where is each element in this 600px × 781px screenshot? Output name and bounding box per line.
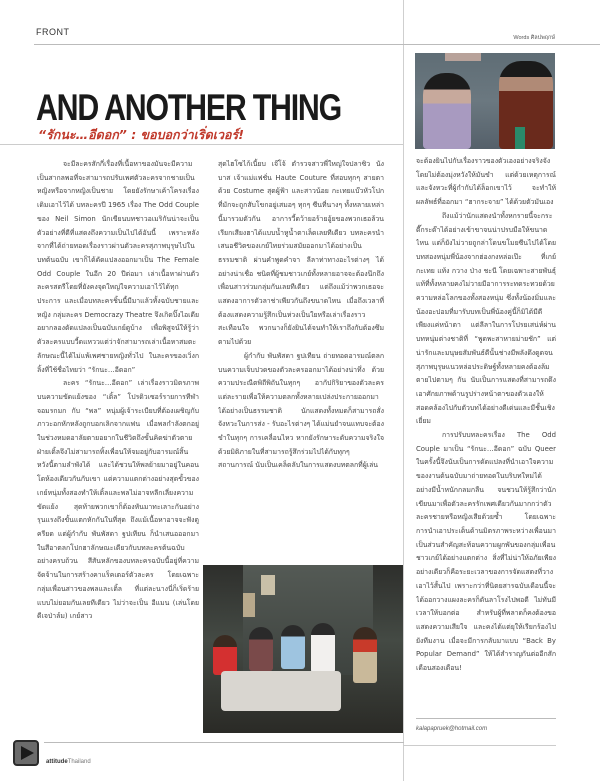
title-rule	[0, 144, 403, 145]
play-button[interactable]	[13, 740, 39, 766]
photo-shelf	[445, 53, 481, 61]
photo-person	[311, 623, 335, 673]
photo-person	[281, 625, 305, 669]
photo-person	[353, 627, 377, 683]
bottom-photo	[203, 565, 403, 733]
brand-light: Thailand	[67, 759, 91, 765]
photo-table	[221, 671, 341, 711]
brand-bold: attitude	[46, 759, 68, 765]
author-email[interactable]: kalapapruek@hotmail.com	[416, 726, 488, 732]
paragraph: การปรับบทละครเรื่อง The Odd Couple มาเป็น “รักนะ…อีดอก” ฉบับ Queer ในครั้งนี้จึงนับเป็นการดัดแปลงที่นำเอาใจความของงานต้นฉบับมาถ่ายทอดในบริบทใหม่ได้อย่างมีน้ำหนักกลมกลืน จนชวนให้รู้สึกว่านักเขียนมาเพื่อตัวละครรักเพศเดียวกันมากกว่าตัวละครชายหรือหญิงเสียด้วยซ้ำ โดยเฉพาะการนำเอาประเด็นด้านมิตรภาพระหว่างเพื่อนมาเป็นส่วนสำคัญสะท้อนความผูกพันของกลุ่มเพื่อนชาวเกย์ได้อย่างแตกต่าง สิ่งที่ไม่น่าให้อภัยเพียงอย่างเดียวก็คือระยะเวลาของการจัดแสดงที่วางเอาไว้สั้นไป เพราะกว่าที่นิตยสารฉบับเดือนนี้จะได้ออกวางแผงละครก็ดันลาโรงไปพอดี ไม่ทันมีเวลาให้บอกต่อ สำหรับผู้ที่พลาดก็คงต้องขอแสดงความเสียใจ และคงได้แต่ยุให้เรียกร้องไปยังทีมงาน เมื่อจะมีการกลับมาแบบ “Back By Popular Demand” ให้ได้สำราญกันต่ออีกสักเดือนสองเดือน!	[416, 431, 556, 673]
article-column-2	[218, 158, 384, 558]
paragraph: ถึงแม้ว่านักแสดงนำทั้งหกรายนี้จะกระดี๊กระด๊าได้อย่างเข้าขาจนน่าปรบมือให้ขนาดไหน แต่ก็ยังไม่วายถูกล่าโดนขโมยซีนไปได้โดยบทสองหนุ่มพี่น้องจากฮ่องกงหล่อเป๊ะ ที่เกย์ กะเทย แท้ง กวาง ป่าง ชะนี โดยเฉพาะสายพันธุ์แท้ที่ทั้งหลายคงไม่วายมีอาการระทดระทวยด้วยความหล่อโลกของทั้งสองหนุ่ม ซึ่งทั้งน้องมิ่มและน้องอะปอมที่มารับบทเป็นพี่น้องคู่นี้ก็มิได้มีดีเพียงแค่หน้าตา แต่ลีลาในการโปรยเสน่ห์ผ่านบทหนุ่มต่างชาติที่ “พูดพะสาหายม่ายชัก” แต่น่ารักและมนุษยสัมพันธ์ดีนั้นช่างมีพลังดึงดูดจนสุภาพบุรุษแนวหล่อประดิษฐ์ทั้งหลายคงต้องล้มตายไปตามๆ กัน นับเป็นการแสดงที่สามารถดึงเอาศักยภาพด้านรูปร่างหน้าตาของตัวเองให้สอดคล้องไปกับตัวบทได้อย่างดีเด่นและมีชั้นเชิงเยี่ยม	[416, 211, 556, 426]
header-rule	[34, 44, 600, 45]
paragraph: ผู้กำกับ พันพัสดา ฐปเทียน ถ่ายทอดอารมณ์ตลกบนความเจ็บปวดของตัวละครออกมาได้อย่างน่าทึ่ง ด้วยความประณีตพิถีพิถันในทุกๆ อากัปกิริยาของตัวละครแต่ละรายเพื่อให้ความตลกทั้งหลายเปล่งประกายออกมาได้อย่างเป็นธรรมชาติ นักแสดงทั้งหมดก็สามารถสั่งจังหวะในการส่ง - รับอะไรต่างๆ ได้แม่นยำจนแทบจะต้องขำในทุกๆ การเคลื่อนไหว หากยังรักษาระดับความจริงใจด้วยมิติภายในที่สามารถรู้สึกร่วมไปได้กับทุกๆ สถานการณ์ นับเป็นเคล็ดลับในการแสดงบทตลกที่ผู้เล่น	[218, 351, 384, 470]
photo-frame	[261, 575, 275, 595]
magazine-brand	[46, 759, 91, 765]
play-icon	[20, 746, 34, 760]
photo-person-left	[423, 73, 471, 149]
article-subtitle: “รักนะ…อีดอก” : ขอบอกว่าเริ่ดเวอร์!	[38, 127, 244, 142]
author-credit: Words ศิลปพฤกษ์	[513, 35, 555, 41]
paragraph: จะมีละครสักกี่เรื่องที่เนื้อหาของมันจะมีความเป็นสากลพอที่จะสามารถปรับเพศตัวละครจากชายเป็นหญิงหรือจากหญิงเป็นชาย โดยยังรักษาเค้าโครงเรื่องเดิมเอาไว้ได้ บทละครปี 1965 เรื่อง The Odd Couple ของ Neil Simon นักเขียนบทชาวอเมริกันน่าจะเป็นตัวอย่างที่ดีที่แสดงถึงความเป็นไปได้อันนี้ เพราะหลังจากที่ได้ถ่ายทอดเรื่องราวผ่านตัวละครสุภาพบุรุษไปในบทต้นฉบับ เขาก็ได้ดัดแปลงออกมาเป็น The Female Odd Couple ในอีก 20 ปีต่อมา เล่าเนื้อหาผ่านตัวละครสตรีโดยที่ยังคงจุดใหญ่ใจความเอาไว้ได้ทุกประการ และเมื่อบทละครชิ้นนี้มีมาแล้วทั้งฉบับชายและหญิง กลุ่มละคร Democrazy Theatre จึงเกิดปิ๊งไอเดียอยากลองดัดแปลงเป็นฉบับเกย์ดูบ้าง เพื่อพิสูจน์ให้รู้ว่าตัวละครแบบวี้ดแหววแต่ว่าจักสามารถเล่าเนื้อหาสมตะลักษณะนี้ได้ไม่แพ้เพศชายหญิงทั่วไป ในละครของเวิ่งกลิ้งที่ใช้ชื่อไทยว่า “รักนะ…อีดอก”	[37, 160, 199, 374]
photo-frame	[243, 593, 255, 617]
photo-person	[213, 635, 237, 675]
section-label: FRONT	[36, 27, 70, 37]
photo-bottle	[515, 127, 525, 149]
top-photo	[415, 53, 555, 149]
paragraph: จะต้องยินไปกับเรื่องราวของตัวเองอย่างจริงจังโดยไม่ต้องมุ่งหวังให้มันขำ แต่ด้วยเหตุการณ์และจังหวะที่ผู้กำกับได้ล็อกเขาไว้ จะทำให้ผลลัพธ์ที่ออกมา “ฮากระจาย” ได้ด้วยตัวมันเอง	[416, 157, 556, 207]
paragraph: ละคร “รักนะ…อีดอก” เล่าเรื่องราวมิตรภาพบนความขัดแย้งของ “เติ้ล” โปรดิวเซอร์รายการทีฬาจอมรกมก กับ “พล” หนุ่มผู้เจ้าระเบียบที่ต้องเผชิญกับภาวะอกหักหลังถูกบอกเลิกจากแฟน เมื่อพลกำลังตกอยู่ในช่วงหมดอาลัยตายอยากในชีวิตถึงขั้นคิดฆ่าตัวตาย ฝ่ายเติ้ลจึงไม่สามารถทิ้งเพื่อนให้จมอยู่กับอารมณ์สิ้นหวังนี้ตามลำพังได้ และได้ชวนให้พลย้ายมาอยู่ในคอนโดห้องเดียวกันกับเขา แต่ความแตกต่างอย่างสุดขั้วของเกย์หนุ่มทั้งสองทำให้เติ้ลและพลไม่อาจหลีกเลี่ยงความขัดแย้ง สุดท้ายพวกเขาก็ต้องหันมาทะเลาะกันอย่างรุนแรงถึงขั้นแตกหักกันในที่สุด ถึงแม้เนื้อหาอาจจะฟังดูครียด แต่ผู้กำกับ พันพัสดา ฐปเทียน ก็นำเสนอออกมาในสีอาตลกโปกฮาลักษณะเดียวกับบทละครต้นฉบับอย่างครบถ้วน สีสันหลักของบทละครฉบับนี้อยู่ที่ความจัดจ้านในการสร้างคาแร็คเตอร์ตัวละคร โดยเฉพาะกลุ่มเพื่อนสาวของพลและเติ้ล ที่แต่ละนางนี่ก็เริ่ดร้ายแบบไม่ยอมกันเลยทีเดียว ไม่ว่าจะเป็น อีแมน (เล่นโดย ดีเจป่าล์ม) เกย์สาว	[37, 379, 199, 621]
column-divider	[403, 0, 404, 781]
photo-person	[249, 627, 273, 671]
photo-person-right	[499, 61, 553, 149]
email-rule	[416, 718, 556, 719]
paragraph: สุดไฮโซไก้เนี้ยบ เจ๊โจ้ ตำรวจสาวพี่ใหญ่ใจปลาซิว นังบาส เจ้าแม่แฟชั่น Haute Couture ที่สอบทุกๆ สายตาด้วย Costume สุดผู้ฟ้า และสาวน้อย กะเทยแบ๊วหัวโปกที่มักจะถูกสับโขกอยู่เสมอๆ ทุกๆ ซีนที่นางๆ ทั้งหลายเหล่านี้มารวมตัวกัน อาการวี้ดว้ายอร้ายอู้ยของพวกเธอล้วนเรียกเสียงฮาได้แบบน้ำหูน้ำตาเล็ดเลยทีเดียว บทละครนำเสนอชีวิตของเกย์ไทยร่วมสมัยออกมาได้อย่างเป็นธรรมชาติ ผ่านคำพูดคำจา ลีลาท่าทางอะไรต่างๆ ได้อย่างน่าเชื่อ ชนิดที่ผู้ชมชาวเกย์ทั้งหลายอาจจะต้องนึกถึงเพื่อนสาวร่วมกลุ่มกันเลยทีเดียว แต่ถึงแม้ว่าพวกเธอจะแสดงอาการตัวลาช่าเพียวกันถึงขนาดไหน เมื่อถึงเวลาที่ต้องแสดงความรู้สึกเป็นห่วงเป็นใยหรือเล่าเรื่องราวสะเทือนใจ พวกนางก็ยังยินได้จนทำให้เราถึงกับต้องซึมตามไปด้วย	[218, 160, 384, 347]
article-column-1	[37, 158, 199, 728]
footer-rule	[44, 742, 404, 743]
email-rule	[403, 745, 556, 746]
article-title: AND ANOTHER THING	[36, 87, 341, 128]
article-column-3	[416, 155, 556, 715]
